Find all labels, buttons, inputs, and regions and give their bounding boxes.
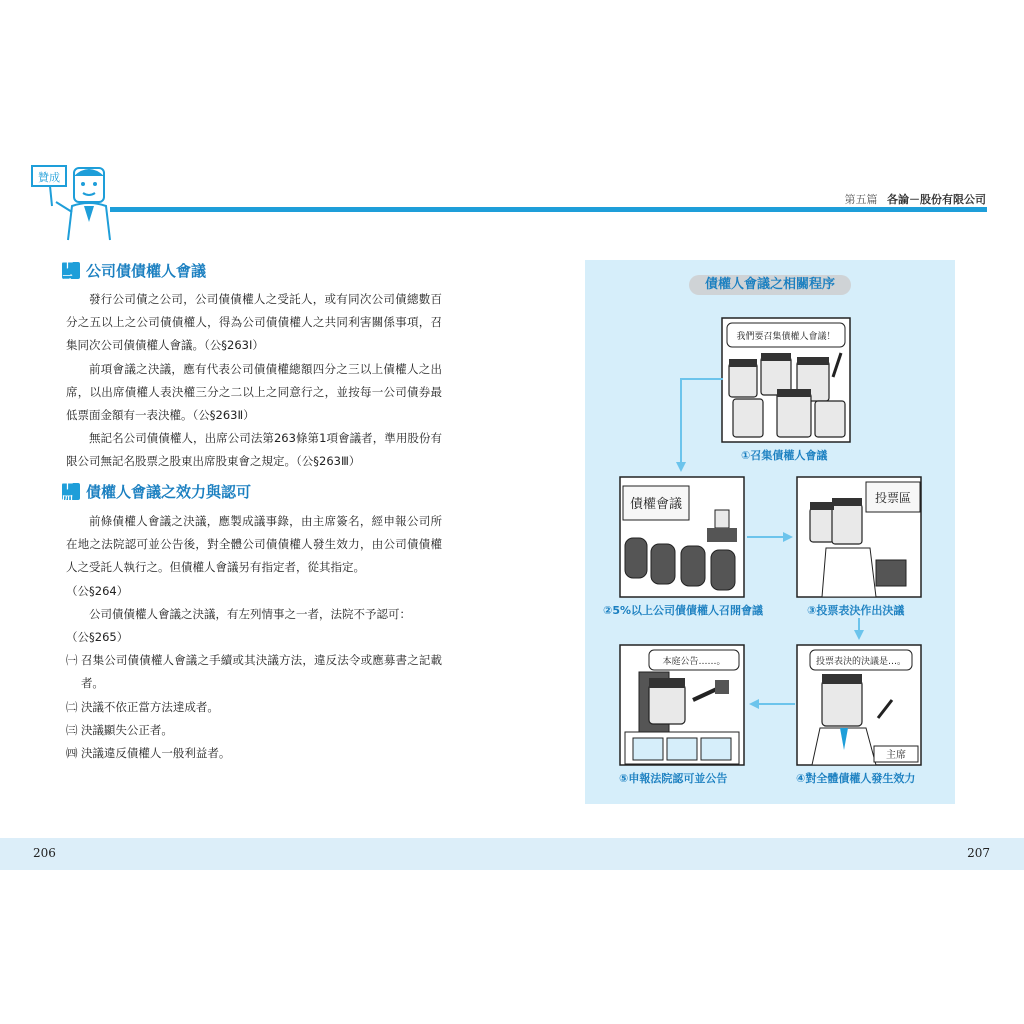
section-heading [62, 256, 207, 286]
list-marker: ㈣ [66, 746, 78, 761]
list-item [66, 719, 442, 742]
section-title: 公司債債權人會議 [86, 262, 207, 280]
step-caption: ①召集債權人會議 [741, 449, 828, 462]
section-number-badge: 十三 [62, 262, 80, 279]
chapter-label: 各論－股份有限公司 [887, 193, 986, 206]
svg-text:我們要召集債權人會議！: 我們要召集債權人會議！ [736, 332, 836, 342]
list-item-text: 決議不依正當方法達成者。 [80, 699, 219, 714]
section-body [66, 510, 442, 765]
list-item [66, 742, 442, 765]
list-item [66, 649, 442, 695]
step-caption: ③投票表決作出決議 [807, 604, 905, 617]
section-body [66, 288, 442, 474]
panel-title: 債權人會議之相關程序 [689, 275, 851, 295]
page-footer [0, 838, 1024, 870]
list-marker: ㈡ [66, 699, 78, 714]
comic-step-3 [796, 476, 922, 598]
step-caption: ④對全體債權人發生效力 [796, 772, 916, 785]
paragraph: 公司債債權人會議之決議，有左列情事之一者，法院不予認可： [89, 606, 411, 621]
paragraph: 無記名公司債債權人，出席公司法第263條第1項會議者，準用股份有限公司無記名股票之股東出席股東會之規定。（公§263Ⅲ） [66, 431, 442, 469]
list-item [66, 696, 442, 719]
svg-text:投票區: 投票區 [874, 491, 912, 505]
list-item-text: 召集公司債債權人會議之手續或其決議方法，違反法令或應募書之記載者。 [80, 653, 442, 691]
svg-text:投票表決的決議是…。: 投票表決的決議是…。 [815, 657, 907, 667]
svg-text:贊成: 贊成 [38, 171, 60, 184]
flow-arrow-2-to-3 [747, 531, 795, 543]
paragraph-reference: （公§265） [66, 630, 129, 645]
step-caption: ②5%以上公司債債權人召開會議 [603, 604, 763, 617]
part-label: 第五篇 [844, 193, 878, 206]
svg-text:主席: 主席 [886, 750, 906, 761]
page-number-right: 207 [967, 846, 990, 860]
step-caption: ⑤申報法院認可並公告 [619, 772, 728, 785]
paragraph: 前條債權人會議之決議，應製成議事錄，由主席簽名，經申報公司所在地之法院認可並公告後，對全體公司債債權人發生效力，由公司債債權人之受託人執行之。但債權人會議另有指定者，從其指定。 [66, 514, 442, 575]
svg-text:債權會議: 債權會議 [629, 497, 683, 512]
paragraph: 前項會議之決議，應有代表公司債債權總額四分之三以上債權人之出席，以出席債權人表決權三分之二以上之同意行之，並按每一公司債券最低票面金額有一表決權。（公§263Ⅱ） [66, 361, 442, 423]
list-item-text: 決議違反債權人一般利益者。 [80, 746, 231, 761]
comic-step-2 [619, 476, 745, 598]
section-title: 債權人會議之效力與認可 [86, 483, 252, 501]
paragraph: 發行公司債之公司，公司債債權人之受託人，或有同次公司債總數百分之五以上之公司債債權人，得為公司債債權人之共同利害關係事項，召集同次公司債債權人會議。（公§263Ⅰ） [66, 292, 442, 353]
flow-arrow-1-to-2 [675, 376, 725, 476]
svg-text:本庭公告……。: 本庭公告……。 [662, 657, 726, 667]
comic-step-4 [796, 644, 922, 766]
header-rule [110, 207, 987, 212]
comic-step-5 [619, 644, 745, 766]
section-heading [62, 477, 252, 507]
flow-arrow-3-to-4 [853, 618, 865, 642]
flow-arrow-4-to-5 [747, 698, 795, 710]
list-marker: ㈢ [66, 722, 78, 737]
mascot-illustration [26, 160, 118, 242]
running-header [845, 191, 987, 207]
list-item-text: 決議顯失公正者。 [80, 722, 173, 737]
list-marker: ㈠ [66, 653, 78, 668]
paragraph-reference: （公§264） [66, 583, 129, 598]
section-number-badge: 十四 [62, 483, 80, 500]
page-number-left: 206 [33, 846, 56, 860]
procedure-panel [585, 260, 955, 804]
comic-step-1 [721, 317, 851, 443]
